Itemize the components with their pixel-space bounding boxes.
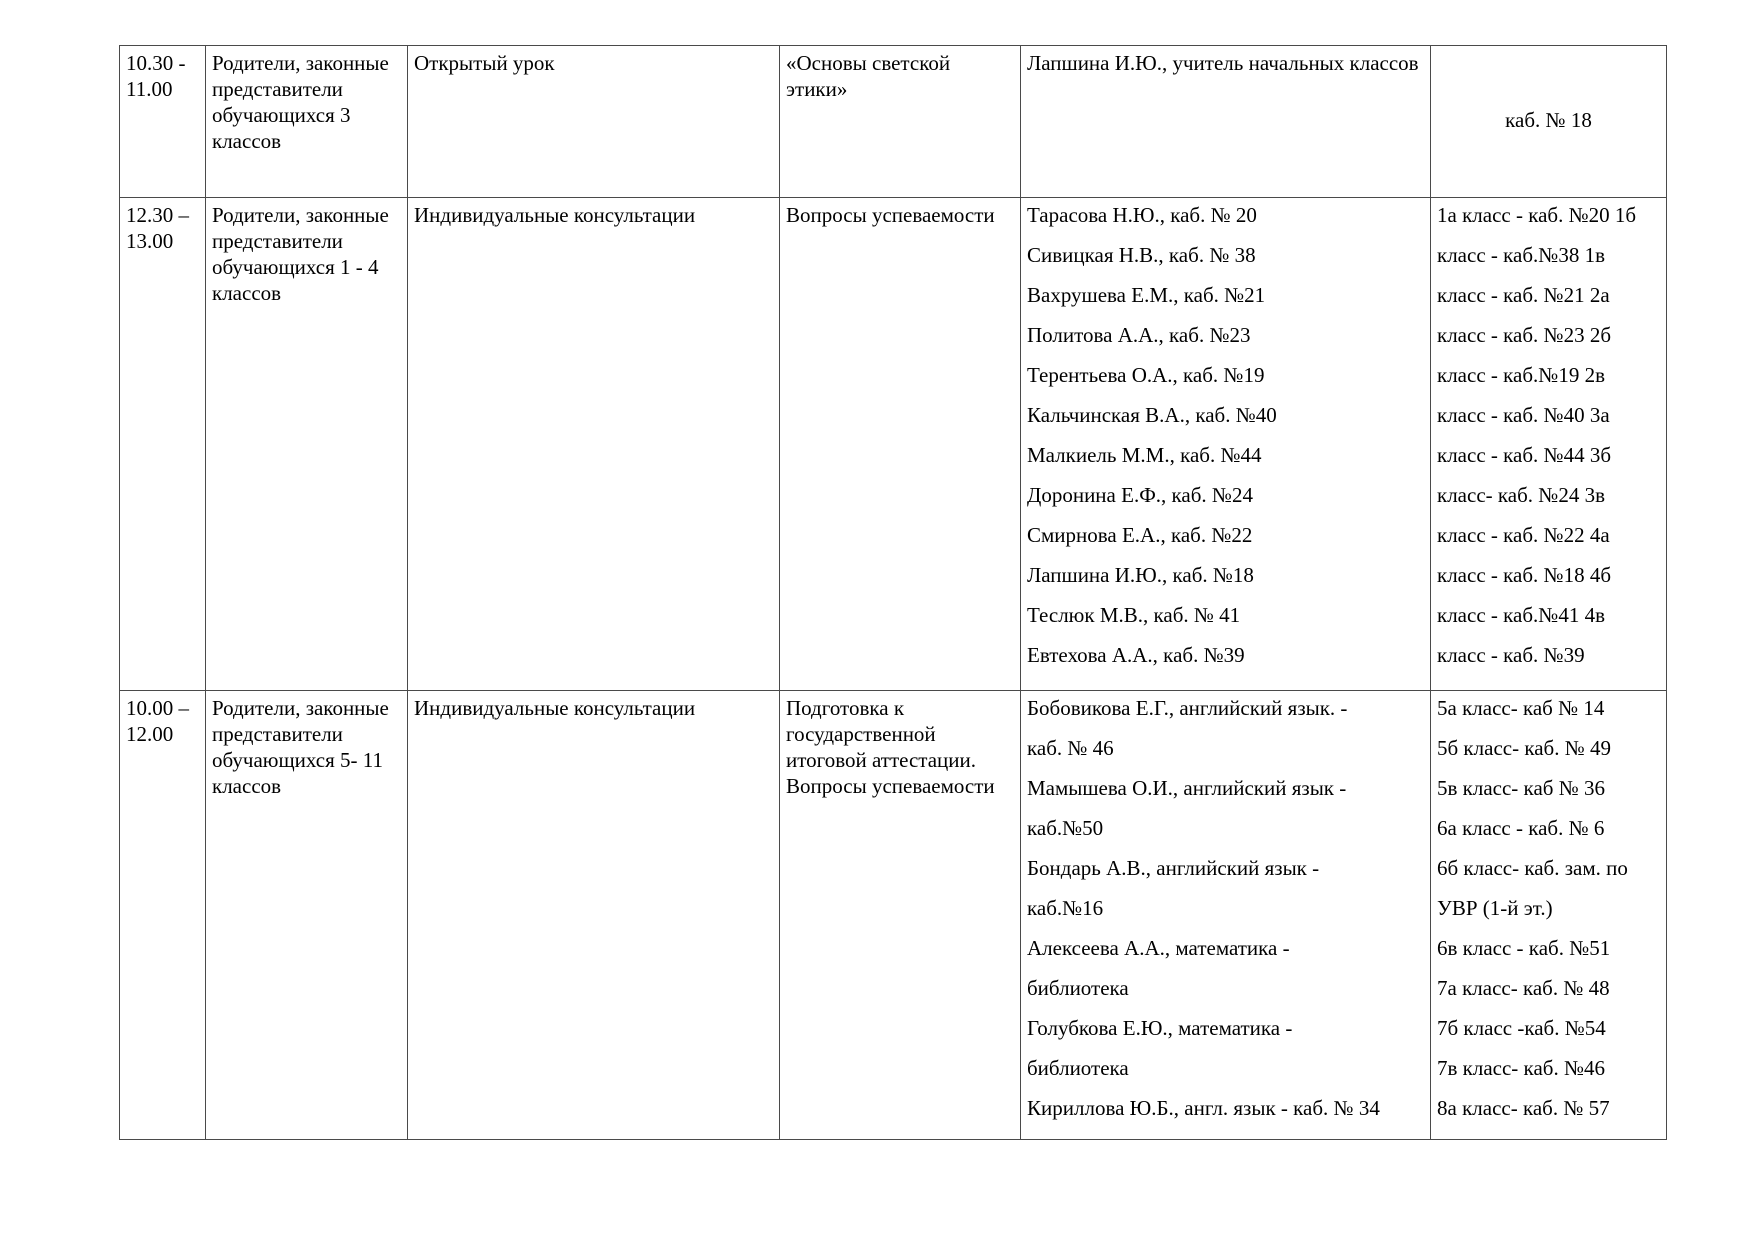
responsible-list — [1027, 202, 1424, 682]
list-item: Вахрушева Е.М., каб. №21 — [1027, 283, 1266, 307]
list-item: Политова А.А., каб. №23 — [1027, 323, 1251, 347]
time-cell: 10.00 – 12.00 — [120, 691, 206, 1140]
list-item: Доронина Е.Ф., каб. №24 — [1027, 483, 1253, 507]
place-cell — [1431, 198, 1667, 691]
list-item: класс - каб. №22 4а — [1437, 523, 1610, 547]
list-item: Смирнова Е.А., каб. №22 — [1027, 523, 1253, 547]
format-cell: Открытый урок — [408, 46, 780, 198]
list-item: класс- каб. №24 3в — [1437, 483, 1605, 507]
list-item: класс - каб. №18 4б — [1437, 563, 1611, 587]
list-item: 6а класс - каб. № 6 — [1437, 816, 1605, 840]
list-item: Бондарь А.В., английский язык - — [1027, 856, 1320, 880]
responsible-cell: Лапшина И.Ю., учитель начальных классов — [1021, 46, 1431, 198]
audience-cell: Родители, законные представители обучающихся 1 - 4 классов — [206, 198, 408, 691]
list-item: 5б класс- каб. № 49 — [1437, 736, 1611, 760]
list-item: Кальчинская В.А., каб. №40 — [1027, 403, 1277, 427]
list-item: Теслюк М.В., каб. № 41 — [1027, 603, 1241, 627]
schedule-table — [119, 45, 1667, 1140]
topic-cell: «Основы светской этики» — [780, 46, 1021, 198]
table-row — [120, 46, 1667, 198]
list-item: Мамышева О.И., английский язык - — [1027, 776, 1347, 800]
list-item: Алексеева А.А., математика - — [1027, 936, 1290, 960]
list-item: Тарасова Н.Ю., каб. № 20 — [1027, 203, 1257, 227]
place-list — [1437, 202, 1660, 682]
format-cell: Индивидуальные консультации — [408, 691, 780, 1140]
place-list — [1437, 695, 1660, 1135]
list-item: библиотека — [1027, 976, 1129, 1000]
topic-cell: Вопросы успеваемости — [780, 198, 1021, 691]
list-item: каб.№16 — [1027, 896, 1104, 920]
list-item: Сивицкая Н.В., каб. № 38 — [1027, 243, 1256, 267]
responsible-cell — [1021, 198, 1431, 691]
list-item: каб. № 46 — [1027, 736, 1114, 760]
list-item: класс - каб. №44 3б — [1437, 443, 1611, 467]
list-item: класс - каб.№41 4в — [1437, 603, 1605, 627]
list-item: 5в класс- каб № 36 — [1437, 776, 1605, 800]
time-cell: 12.30 – 13.00 — [120, 198, 206, 691]
list-item: Бобовикова Е.Г., английский язык. - — [1027, 696, 1348, 720]
audience-cell: Родители, законные представители обучающихся 5- 11 классов — [206, 691, 408, 1140]
list-item: 8а класс- каб. № 57 — [1437, 1096, 1610, 1120]
list-item: УВР (1-й эт.) — [1437, 896, 1553, 920]
list-item: класс - каб. №39 — [1437, 643, 1585, 667]
list-item: Малкиель М.М., каб. №44 — [1027, 443, 1262, 467]
responsible-list — [1027, 695, 1424, 1135]
list-item: 6б класс- каб. зам. по — [1437, 856, 1628, 880]
list-item: 7б класс -каб. №54 — [1437, 1016, 1606, 1040]
list-item: класс - каб. №40 3а — [1437, 403, 1610, 427]
list-item: Кириллова Ю.Б., англ. язык - каб. № 34 — [1027, 1096, 1380, 1120]
topic-cell: Подготовка к государственной итоговой аттестации. Вопросы успеваемости — [780, 691, 1021, 1140]
list-item: 5а класс- каб № 14 — [1437, 696, 1605, 720]
list-item: класс - каб.№19 2в — [1437, 363, 1605, 387]
list-item: 1а класс - каб. №20 1б — [1437, 203, 1637, 227]
list-item: каб.№50 — [1027, 816, 1104, 840]
list-item: Лапшина И.Ю., каб. №18 — [1027, 563, 1254, 587]
table-row — [120, 691, 1667, 1140]
list-item: 7а класс- каб. № 48 — [1437, 976, 1610, 1000]
list-item: 7в класс- каб. №46 — [1437, 1056, 1605, 1080]
responsible-cell — [1021, 691, 1431, 1140]
place-cell — [1431, 691, 1667, 1140]
list-item: 6в класс - каб. №51 — [1437, 936, 1611, 960]
time-cell: 10.30 - 11.00 — [120, 46, 206, 198]
place-cell: каб. № 18 — [1431, 46, 1667, 198]
list-item: класс - каб. №23 2б — [1437, 323, 1611, 347]
list-item: Терентьева О.А., каб. №19 — [1027, 363, 1265, 387]
audience-cell: Родители, законные представители обучающихся 3 классов — [206, 46, 408, 198]
table-row — [120, 198, 1667, 691]
format-cell: Индивидуальные консультации — [408, 198, 780, 691]
list-item: Голубкова Е.Ю., математика - — [1027, 1016, 1293, 1040]
list-item: класс - каб.№38 1в — [1437, 243, 1605, 267]
list-item: библиотека — [1027, 1056, 1129, 1080]
list-item: Евтехова А.А., каб. №39 — [1027, 643, 1245, 667]
list-item: класс - каб. №21 2а — [1437, 283, 1610, 307]
